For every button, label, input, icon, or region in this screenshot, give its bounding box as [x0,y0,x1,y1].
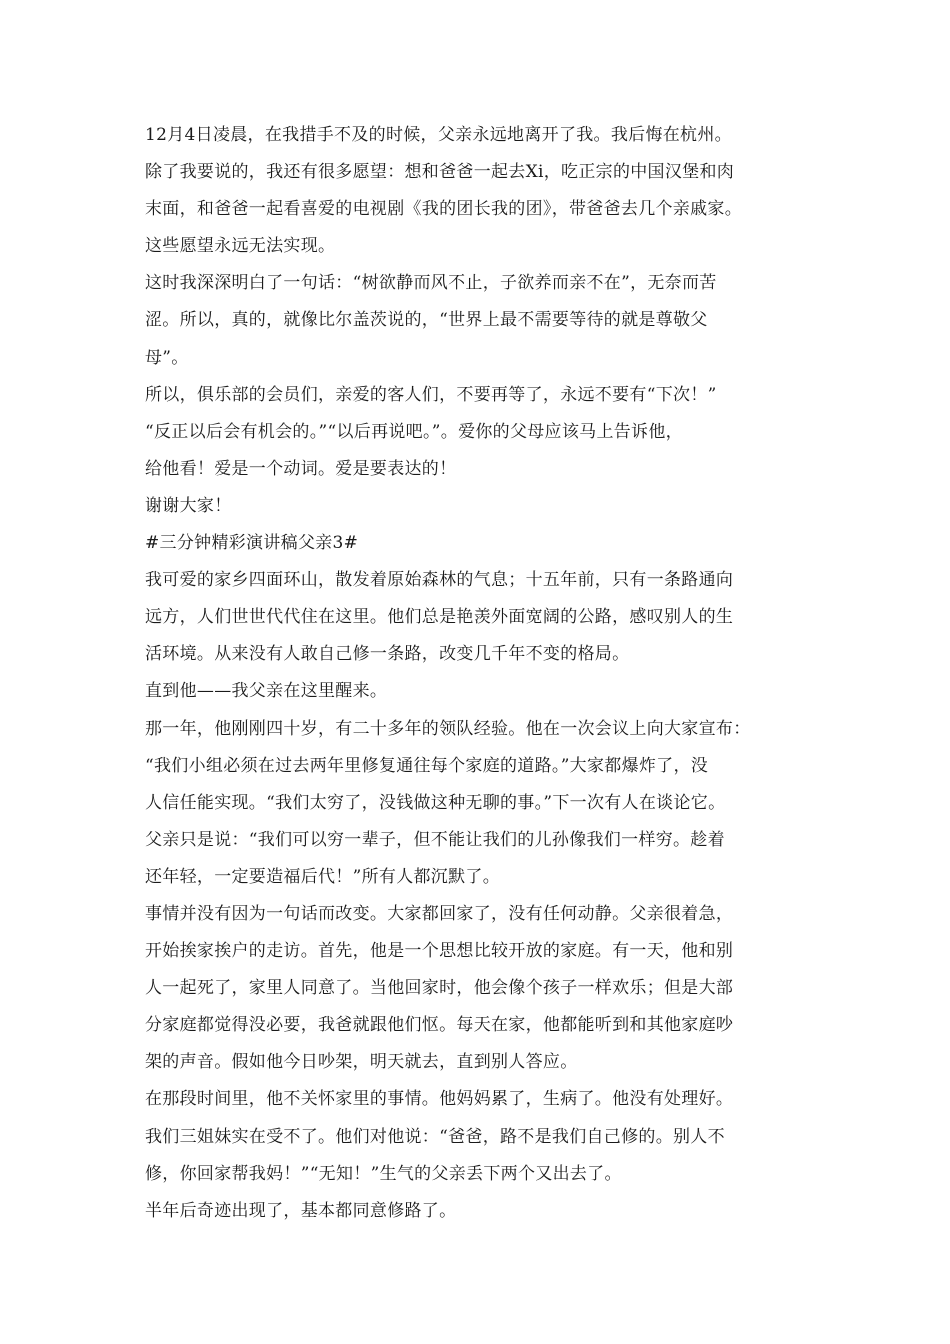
text-line: 父亲只是说：“我们可以穷一辈子，但不能让我们的儿孙像我们一样穷。趁着 [145,829,725,850]
text-line: 人一起死了，家里人同意了。当他回家时，他会像个孩子一样欢乐；但是大部 [145,978,734,999]
section-heading: #三分钟精彩演讲稿父亲3# [145,533,359,554]
text-line: 远方，人们世世代代住在这里。他们总是艳羡外面宽阔的公路，感叹别人的生 [145,607,734,628]
text-line: 除了我要说的，我还有很多愿望：想和爸爸一起去Xi，吃正宗的中国汉堡和肉 [145,162,735,183]
text-line: 我可爱的家乡四面环山，散发着原始森林的气息；十五年前，只有一条路通向 [145,570,734,591]
text-line: 分家庭都觉得没必要，我爸就跟他们怄。每天在家，他都能听到和其他家庭吵 [145,1015,734,1036]
text-line: 直到他——我父亲在这里醒来。 [145,681,388,702]
text-line: 这些愿望永远无法实现。 [145,236,336,257]
text-line: 还年轻，一定要造福后代！”所有人都沉默了。 [145,866,500,887]
document-body [145,117,845,1230]
text-line: 这时我深深明白了一句话：“树欲静而风不止，子欲养而亲不在”，无奈而苦 [145,273,717,294]
text-line: 给他看！爱是一个动词。爱是要表达的！ [145,458,457,479]
text-line: 涩。所以，真的，就像比尔盖茨说的，“世界上最不需要等待的就是尊敬父 [145,310,708,331]
text-line: 所以，俱乐部的会员们，亲爱的客人们，不要再等了，永远不要有“下次！” [145,384,717,405]
text-line: 架的声音。假如他今日吵架，明天就去，直到别人答应。 [145,1052,578,1073]
text-line: 活环境。从来没有人敢自己修一条路，改变几千年不变的格局。 [145,644,630,665]
text-line: 事情并没有因为一句话而改变。大家都回家了，没有任何动静。父亲很着急， [145,903,734,924]
text-line: 修，你回家帮我妈！”“无知！”生气的父亲丢下两个又出去了。 [145,1163,622,1184]
text-line: 我们三姐妹实在受不了。他们对他说：“爸爸，路不是我们自己修的。别人不 [145,1126,725,1147]
text-line: 在那段时间里，他不关怀家里的事情。他妈妈累了，生病了。他没有处理好。 [145,1089,734,1110]
text-line: 开始挨家挨户的走访。首先，他是一个思想比较开放的家庭。有一天，他和别 [145,941,734,962]
text-line: 母”。 [145,347,189,368]
text-line: 末面，和爸爸一起看喜爱的电视剧《我的团长我的团》，带爸爸去几个亲戚家。 [145,199,742,220]
text-line: “反正以后会有机会的。”“以后再说吧。”。爱你的父母应该马上告诉他， [145,421,683,442]
text-line: 12月4日凌晨，在我措手不及的时候，父亲永远地离开了我。我后悔在杭州。 [145,125,732,145]
text-line: 半年后奇迹出现了，基本都同意修路了。 [145,1200,457,1221]
text-line: 人信任能实现。“我们太穷了，没钱做这种无聊的事。”下一次有人在谈论它。 [145,792,726,813]
text-line: 那一年，他刚刚四十岁，有二十多年的领队经验。他在一次会议上向大家宣布： [145,718,751,739]
text-line: “我们小组必须在过去两年里修复通往每个家庭的道路。”大家都爆炸了，没 [145,755,709,776]
text-line: 谢谢大家！ [145,495,232,516]
